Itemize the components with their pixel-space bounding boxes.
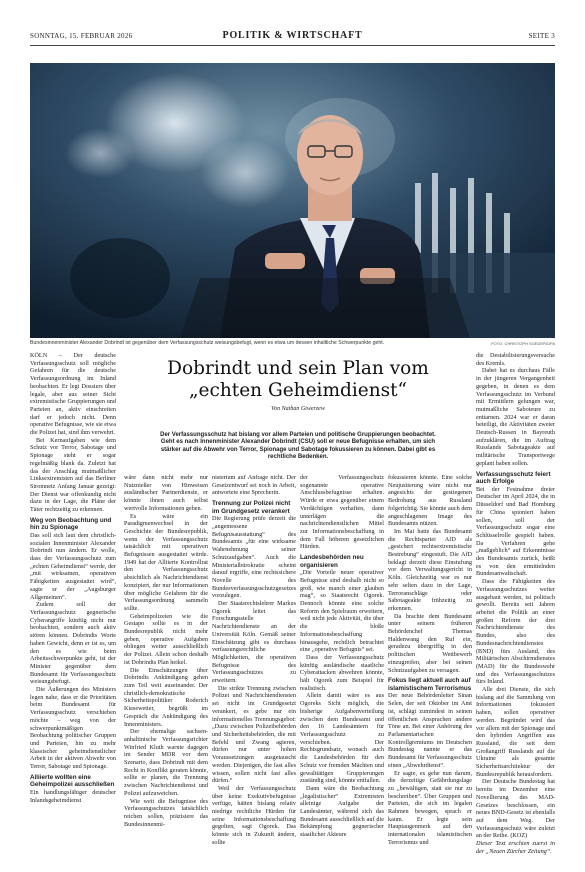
source-note: Dieser Text erschien zuerst in der „Neuen Zürcher Zeitung“. [476, 840, 555, 855]
paragraph: wäre dann nicht mehr nur Nutznießer von Hinweisen ausländischer Partnerdienste, er könnte ihnen auch selbst wertvolle Informationen geben. [124, 474, 208, 512]
paragraph: Dabei hat es durchaus Fälle in der jüngeren Vergangenheit gegeben, in denen es dem Verfassungsschutz im Verbund mit Ermittlern gelungen war, mutmaßliche Saboteure zu enttarnen. 2024 war er daran beteiligt, die Aktivitäten zweier Deutsch-Russen in Bayreuth aufzuklären, die im Auftrag Russlands Sabotageakte auf militärische Transportwege geplant haben sollen. [476, 367, 555, 467]
paragraph: Im Mai hatte das Bundesamt die Rechtspartei AfD als „gesichert rechtsextremistische Bestrebung“ eingestuft. Die AfD beklagt derzeit diese Einstufung vor dem Verwaltungsgericht in Köln. Gleichzeitig war es nur sehr selten dazu in der Lage, Terroranschläge oder Sabotageakte frühzeitig zu erkennen. [388, 527, 472, 612]
subheading: Landesbehörden neu organisieren [300, 554, 364, 569]
column-5 [388, 474, 472, 857]
section-title: POLITIK & WIRTSCHAFT [222, 30, 363, 41]
headline-line-1: Dobrindt und sein Plan vom [167, 358, 429, 379]
column-6 [476, 352, 555, 857]
paragraph: Dann wäre die Beobachtung „legalistischer“ Extremisten alleinige Aufgabe der Landesämter, während sich das Bundesamt ausschließlich auf die Bekämpfung gegnerischer staatlicher Akteure [300, 784, 384, 839]
paragraph: Der ehemalige sachsen-anhaltinische Verfassungsrichter Winfried Kluth warnte dagegen im Sender MDR vor dem Szenario, dass Dobrindt mit dem Recht in Konflikt geraten könnte, sollte er planen, die Trennung zwischen Nachrichtendienst und Polizei aufzuweichen. [124, 728, 208, 797]
paragraph: Die strikte Trennung zwischen Polizei und Nachrichtendiensten sei nicht im Grundgesetzt verankert, es gebe nur ein informationelles Trennungsgebot: „Dazu zwischen Polizeibehörden und Sicherheitsbehörden, die mit Befehl und Zwang agieren, dürfen nur unter hohen Voraussetzungen ausgetauscht werden. Diejenigen, die fast alles wissen, sollen nicht fast alles dürfen.“ [212, 684, 296, 785]
article-photo [30, 63, 555, 338]
article-teaser: Der Verfassungsschutz hat bislang vor allem Parteien und politische Gruppierungen beobachtet. Geht es nach Innenminister Alexander Dobrindt (CSU) soll er neue Befugnisse erhalten, um sich stärker auf die Abwehr von Terror, Spionage und Sabotage fokussieren zu können. Dabei gibt es rechtliche Bedenken. [160, 432, 436, 461]
column-2 [124, 474, 208, 857]
paragraph: nisterium auf Anfrage nicht. Der Gesetzentwurf sei noch in Arbeit, antwortete eine Sprecherin. [212, 474, 296, 497]
paragraph: „Die Vorteile neuer operativer Befugnisse sind deshalb nicht so groß, wie manch einer glauben mag“, so Staatsrecht Ogorek. Dennoch könnte eine solche Reform den Spielraum erweitern, weil nicht jede Aktivität, die über die bloße Informationsbeschaffung hinausgehe, rechtlich betrachtet eine „operative Befugnis“ sei. [300, 569, 384, 654]
subheading: Weg von Beobachtung und hin zu Spionage [30, 516, 112, 532]
paragraph: die Destabilisierungsversuche des Kremls. [476, 352, 555, 367]
column-3 [212, 474, 296, 857]
paragraph: Wie weit die Befugnisse des Verfassungsschutzes tatsächlich reichen sollen, präzisiere das Bundesinnenmi- [124, 797, 208, 828]
paragraph: Die Regierung prüfe derzeit die „angemessene Befugnisausstattung“ des Bundesamts „für eine wirksame Wahrnehmung seiner Schutzaufgaben“. Auch die Ministerialbürokratie scheint darauf ergriffe, eine rechtssichere Novelle des Bundesverfassungsschutzgesetzes vorzulegen. [212, 515, 296, 600]
paragraph: Dass die Fähigkeiten des Verfassungsschutzes weiter ausgebaut werden, ist politisch gewollt. Bereits seit Jahren arbeitet die Politik an einer großen Reform der drei Nachrichtendienste des Bundes, also des Bundesnachrichtendienstes (BND) fürs Ausland, des Militärischen Abschirmdienstes (MAD) für die Bundeswehr und des Verfassungsschutzes fürs Inland. [476, 578, 555, 686]
paragraph: der Verfassungsschutz sogenannte operative Anschlussbefugnisse erhalten. Würde er etwa gegenüber einem Verdächtigen verhaften, dann unterlägen die nachrichtendienstlichen Mittel zur Informationsbeschaffung in dem Fall höheren gesetzlichen Hürden. [300, 474, 384, 551]
headline-line-2: „echten Geheimdienst“ [188, 380, 408, 401]
column-4 [300, 474, 384, 857]
paragraph: Weil der Verfassungsschutz über keine Exekutivbefugnisse verfüge, hätten bislang relativ niedrige rechtliche Hürden für seine Informationsbeschaffung gegolten, sagt Ogorek. Das könnte sich in Zukunft ändern, sollte [212, 784, 296, 846]
paragraph: Er sagte, es gehe nun darum, die derzeitige Gefährdungslage zu „bewältigen, statt sie nur zu beschreiben“. Über Gruppen und Parteien, die sich im legalen Rahmen bewegen, sprach er kaum. Er legte sein Hauptaugenmerk auf den internationalen islamistischen Terrorismus und [388, 769, 472, 846]
article-byline: Von Nathan Giwerzew [271, 406, 325, 412]
subheading: Verfassungsschutz feiert auch Erfolge [476, 470, 551, 486]
paragraph: Zudem soll der Verfassungsschutz gegnerische Cyberangriffe künftig nicht nur beobachten, sondern auch aktiv stören können. Dobrindts Worte haben Gewicht, denn er ist es, um den es wie beim Arbeitsschwerpunkte geht, ist der Minister gegenüber dem Bundesamt für Verfassungsschutz weisungsbefugt. [30, 601, 116, 686]
paragraph: Der Deutsche Bundestag hat bereits im Dezember eine Novellierung des MAD-Gesetzes beschlossen, ein neues BND-Gesetz ist ebenfalls auf dem Weg. Der Verfassungsschutz wäre zuletzt an der Reihe. (KOZ) [476, 778, 555, 840]
paragraph: Geheimpolizeien wie die Gestapo sollte es in der Bundesrepublik nicht mehr geben, operative Aufgaben obliegen weiter ausschließlich der Polizei. Allein schon deshalb ist Dobrindts Plan heikel. [124, 612, 208, 666]
paragraph: KÖLN – Der deutsche Verfassungsschutz soll mögliche Gefahren für die deutsche Verfassungsordnung im Inland beobachten. Er legt Dossiers über legale, aber aus seiner Sicht extremistische Gruppierungen und Parteien an, aktiv einschreiten darf er jedoch nicht. Denn operative Befugnisse, wie sie etwa die Polizei hat, sind ihm verwehrt. [30, 352, 116, 437]
paragraph: Es wäre ein Paradigmenwechsel in der Geschichte der Bundesrepublik, wenn der Verfassungsschutz tatsächlich mit operativen Befugnissen ausgestattet würde. 1949 hat der Alliierte Kontrollrat den Verfassungsschutz absichtlich als Nachrichtendienst konzipiert, der nur Informationen über mögliche Gefahren für die Verfassungsordnung sammeln sollte. [124, 512, 208, 612]
issue-date: SONNTAG, 15. FEBRUAR 2026 [30, 32, 133, 40]
paragraph: Die Einschätzungen über Dobrindts Ankündigung gehen zum Teil weit auseinander. Der christlich-demokratische Sicherheitspolitiker Roderich Kiesewetter, begrüßt im Gespräch die Ankündigung des Innenministers. [124, 666, 208, 728]
article-headline [124, 358, 472, 402]
column-1 [30, 352, 116, 857]
paragraph: Die Äußerungen des Ministers legen nahe, dass er die Prioritäten beim Bundesamt für Verfassungsschutz verschieben möchte – weg von der schwerpunktmäßigen Beobachtung politischer Gruppen und Parteien, hin zu mehr klassischer geheimdienstlicher Arbeit in der aktiven Abwehr von Terror, Sabotage und Spionage. [30, 686, 116, 771]
paragraph: Alle drei Dienste, die sich bislang auf die Sammlung von Informationen fokussiert haben, sollen operativer werden. Begründet wird das vor allem mit der Spionage und den hybriden Angriffen aus Russland, die seit dem Großangriff Russlands auf die Ukraine als gesamte Sicherheitsarchitektur der Bundesrepublik herausfordern. [476, 686, 555, 778]
paragraph: Da brachte dem Bundesamt unter seinem früheren Behördenchef Thomas Haldenwang den Ruf ein, geradezu übergriffig in den politischen Wettbewerb einzugreifen, aber bei seinen Schutzaufgaben zu versagen. [388, 612, 472, 674]
subheading: Trennung zur Polizei nicht im Grundgesetz verankert [212, 500, 291, 515]
paragraph: Das soll sich laut dem christlich-sozialen Innenminister Alexander Dobrindt nun ändern. Er wolle, dass der Verfassungsschutz zum „echten Geheimdienst“ werde, der „mit wirksamen, operativen Fähigkeiten ausgestattet wird“, sagte er der „Augsburger Allgemeinen“. [30, 531, 116, 601]
paragraph: Allein damit wäre es aus Ogoreks Sicht möglich, die bisherige Aufgabenverteilung zwischen dem Bundesamt und den 16 Landesämtern für Verfassungsschutz zu verschieben. Der Rechtsgrundsatz, wonach auch die Landesbehörden für den Schutz vor fremden Mächten und gewalttätigen Gruppierungen zuständig sind, könnte entfallen. [300, 692, 384, 785]
paragraph: Der neue Behördenleiter Sinan Selen, der seit Oktober im Amt ist, schlägt zumindest in seinen öffentlichen Ansprachen andere Töne an. Bei einer Anhörung des Parlamentarischen Kontrollgremiums im Deutschen Bundestag nannte er das Bundesamt für Verfassungsschutz einen „Abwehrdienst“. [388, 692, 472, 769]
paragraph: Dass der Verfassungsschutz künftig ausländische staatliche Cyberattacken abwehren könnte, hält Ogorek zum Beispiel für realistisch. [300, 653, 384, 692]
page-header [30, 30, 555, 44]
photo-credit: FOTO: CHRISTOPH SOEDER/DPA [491, 341, 555, 346]
paragraph: Ein handlungsfähiger deutscher Inlandsgeheimdienst [30, 788, 116, 804]
photo-caption: Bundesinnenminister Alexander Dobrindt ist gegenüber dem Verfassungsschutz weisungsbefugt, wenn es etwa um dessen inhaltliche Schwerpunkte geht. [30, 340, 385, 346]
header-rule [30, 45, 555, 46]
paragraph: fokussieren könnte. Eine solche Neujustierung wäre nicht nur angesichts der gestiegenen Bedrohung aus Russland folgerichtig. Sie könnte auch dem angeschlagenen Image des Bundesamts nützen. [388, 474, 472, 528]
paragraph: Bei Kernaufgaben wie dem Schutz vor Terror, Sabotage und Spionage steht er sogar regelmäßig blank da. Zuletzt hat das der Anschlag mutmaßlicher Linksextremisten auf das Berliner Stromnetz Anfang Januar gezeigt: Der Dienst war offenkundig nicht dazu in der Lage, die Pläne der Täter rechtzeitig zu erkennen. [30, 436, 116, 514]
paragraph: Der Staatsrechtslehrer Markus Ogorek leitet das Forschungsstelle Nachrichtendienste an der Universität Köln. Gemäß seiner Einschätzung gibt es durchaus verfassungsrechtliche Möglichkeiten, die operativen Befugnisse des Verfassungsschutzes zu erweitern. [212, 600, 296, 685]
subheading: Fokus liegt aktuell auch auf islamistischem Terrorismus [388, 677, 472, 692]
subheading: Alliierte wollten eine Geheimpolizei ausschließen [30, 773, 115, 789]
page-number: SEITE 3 [528, 32, 555, 40]
paragraph: Bei der Festnahme dreier Deutscher im April 2024, die in Düsseldorf und Bad Homburg für China spioniert haben sollen, soll der Verfassungsschutz sogar eine Schlüsselrolle gespielt haben. Da Verfahren gehe „maßgeblich“ auf Erkenntnisse des Bundesamts zurück, heißt es von den ermittelnden Bundesanwaltschaft. [476, 485, 555, 578]
